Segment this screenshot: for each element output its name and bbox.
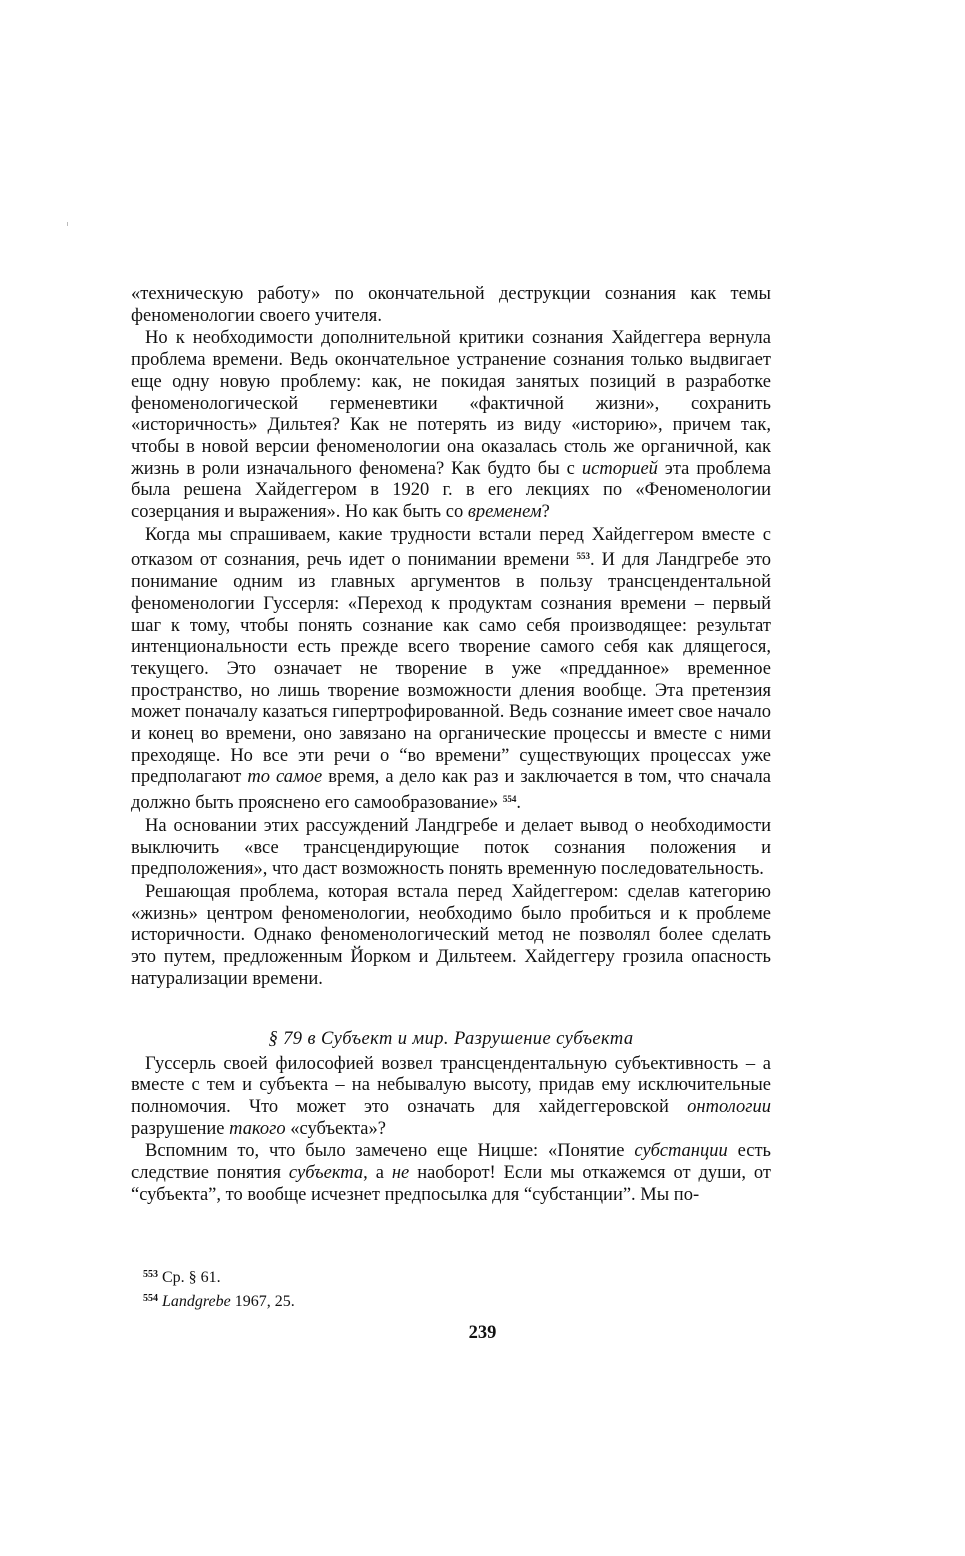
text-segment: На основании этих рассуждений Ландгребе и делает вывод о необходимости выключить «все трансцендирующие поток сознания положения и предположения», что даст возможность понять временную последовательность. (131, 815, 771, 880)
text-segment: время, а дело как раз и заключается в том, что сначала должно быть прояснено его самообразование» (131, 767, 771, 814)
text-segment: Но к необходимости дополнительной критики сознания Хайдеггера вернула проблема времени. Ведь окончательное устранение сознания только выдвигает еще одну новую проблему: как, не покидая занятых позиций в разработке феноменологической герменевтики «фактичной жизни», сохранить «историчность» Дильтея? Как не потерять из виду «историю», причем так, чтобы в новой версии феноменологии она оказалась столь же органичной, как жизнь в роли изначального феномена? Как будто бы с (131, 328, 771, 479)
text-segment: наоборот! Если мы откажемся от души, от “субъекта”, то вообще исчезнет предпосылка для “субстанции”. Мы по- (131, 1163, 771, 1205)
footnote-554 (143, 1288, 295, 1312)
footnote-author: Landgrebe (162, 1293, 231, 1310)
footnote-ref: 554 (502, 794, 517, 805)
footnote-number: 553 (143, 1269, 158, 1280)
emphasis: субъекта (288, 1163, 364, 1184)
text-segment: «субъекта»? (285, 1118, 386, 1139)
text-segment: эта проблема была решена Хайдеггером в 1920 г. в его лекциях по «Феноменологии созерцания и выражения». Но как быть со (131, 458, 771, 523)
emphasis: такого (229, 1118, 286, 1139)
section-paragraphs (131, 1054, 771, 1207)
text-segment: «техническую работу» по окончательной деструкции сознания как темы феноменологии своего учителя. (131, 284, 771, 326)
emphasis: субстанции (634, 1141, 728, 1162)
emphasis: историей (581, 458, 658, 479)
body-paragraphs (131, 284, 771, 991)
footnotes (143, 1264, 295, 1312)
scan-mark (67, 222, 68, 226)
text-segment: есть следствие понятия (131, 1141, 771, 1184)
text-segment: . (516, 793, 521, 814)
main-text (131, 284, 771, 1206)
text-segment: Решающая проблема, которая встала перед Хайдеггером: сделав категорию «жизнь» центром феноменологии, необходимо было пробиться и к проблеме историчности. Однако феноменологический метод не позволял более сделать это путем, предложенным Йорком и Дильтеем. Хайдеггеру грозила опасность натурализации времени. (131, 881, 771, 989)
text-segment: Гуссерль своей философией возвел трансцендентальную субъективность – а вместе с тем и субъекта – на небывалую высоту, придав ему исключительные полномочия. Что может это означать для хайдеггеровской (131, 1053, 771, 1117)
paragraph (131, 284, 771, 327)
text-segment: Вспомним то, что было замечено еще Ницше: «Понятие (145, 1141, 635, 1162)
text-segment: . И для Ландгребе это понимание одним из главных аргументов в пользу трансцендентальной феноменологии Гуссерля: «Переход к продуктам сознания времени – первый шаг к тому, чтобы понять сознание как само себя производящее: результат интенциональности есть прежде всего творение самого себя как длящегося, текущего. Это означает не творение в уже «предданное» временное пространство, но лишь творение возможности дления вообще. Эта претензия может поначалу казаться гипертрофированной. Ведь сознание имеет свое начало и конец во времени, оно завязано на органические процессы и вместе с ними преходяще. Но все эти речи о “во времени” существующих процессах уже предполагают (131, 550, 772, 788)
emphasis: то самое (247, 767, 323, 788)
footnote-ref: 553 (576, 551, 590, 562)
footnote-text: 1967, 25. (230, 1293, 295, 1310)
text-segment: разрушение (131, 1118, 230, 1139)
footnote-553 (143, 1264, 295, 1288)
text-segment: ? (541, 502, 550, 523)
paragraph (131, 1141, 771, 1206)
emphasis: онтологии (687, 1096, 771, 1117)
footnote-number: 554 (143, 1293, 158, 1304)
text-segment: , а (363, 1163, 392, 1184)
paragraph (131, 816, 771, 881)
section-heading: § 79 в Субъект и мир. Разрушение субъекта (268, 1028, 634, 1049)
text-segment: Когда мы спрашиваем, какие трудности встали перед Хайдеггером вместе с отказом от сознания, речь идет о понимании времени (131, 524, 771, 571)
paragraph (131, 525, 771, 815)
emphasis: временем (467, 502, 542, 523)
paragraph (131, 328, 771, 523)
paragraph (131, 1054, 771, 1141)
page-number: 239 (468, 1323, 497, 1343)
emphasis: не (391, 1163, 410, 1184)
paragraph (131, 882, 771, 991)
footnote-text: Ср. § 61. (162, 1269, 221, 1286)
